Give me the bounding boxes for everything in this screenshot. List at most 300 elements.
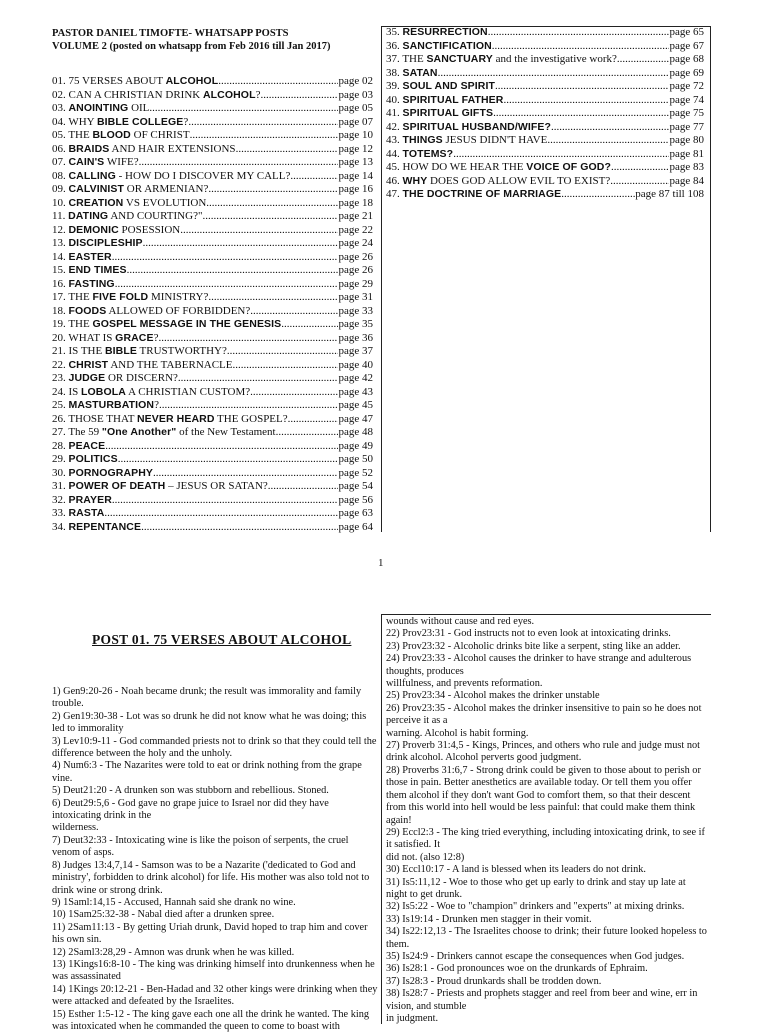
toc-entry-keyword: SANCTIFICATION bbox=[402, 39, 492, 52]
toc-entry-number: 01. bbox=[52, 75, 66, 87]
toc-entry[interactable] bbox=[52, 426, 373, 440]
toc-entry-title bbox=[52, 318, 281, 332]
toc-dot-leader bbox=[178, 372, 339, 386]
verse-paragraph: 32) Is5:22 - Woe to "champion" drinkers and "experts" at mixing drinks. bbox=[386, 901, 685, 913]
toc-entry-title bbox=[386, 175, 610, 189]
toc-entry[interactable] bbox=[52, 467, 373, 481]
toc-entry-suffix: ? bbox=[183, 115, 189, 128]
toc-entry[interactable] bbox=[52, 75, 373, 89]
toc-entry[interactable] bbox=[52, 453, 373, 467]
toc-entry[interactable] bbox=[386, 188, 704, 202]
toc-entry-keyword: "One Another" bbox=[101, 426, 177, 438]
toc-entry[interactable] bbox=[386, 40, 704, 54]
toc-entry-page: page 87 till 108 bbox=[635, 188, 704, 200]
toc-dot-leader bbox=[547, 134, 669, 148]
toc-entry-number: 46. bbox=[386, 174, 400, 187]
toc-entry-title bbox=[52, 224, 180, 238]
toc-entry-keyword: VOICE OF GOD? bbox=[526, 161, 611, 173]
verse-paragraph: 31) Is5:11,12 - Woe to those who get up early to drink and stay up late at night to get drunk. bbox=[386, 876, 686, 900]
toc-entry-page: page 45 bbox=[338, 399, 373, 411]
toc-entry-number: 27. bbox=[52, 426, 66, 438]
toc-entry-title bbox=[386, 40, 492, 54]
toc-entry-title bbox=[386, 148, 453, 162]
toc-right-column bbox=[386, 26, 704, 202]
verse-paragraph: willfulness, and prevents reformation. bbox=[386, 678, 543, 690]
toc-dot-leader bbox=[104, 507, 338, 521]
toc-entry-title bbox=[52, 89, 260, 103]
toc-entry-page: page 52 bbox=[338, 466, 373, 479]
toc-entry-page: page 31 bbox=[338, 291, 373, 303]
toc-entry-suffix: OF CHRIST bbox=[130, 129, 190, 141]
toc-entry[interactable] bbox=[52, 372, 373, 386]
toc-entry-number: 17. bbox=[52, 291, 66, 303]
verse-paragraph: 22) Prov23:31 - God instructs not to even look at intoxicating drinks. bbox=[386, 628, 671, 640]
toc-entry-number: 24. bbox=[52, 385, 66, 398]
toc-entry-page: page 21 bbox=[338, 210, 373, 222]
toc-entry-page: page 14 bbox=[338, 169, 373, 182]
toc-entry-keyword: BIBLE COLLEGE bbox=[96, 115, 184, 128]
toc-entry-keyword: SPIRITUAL GIFTS bbox=[402, 107, 494, 119]
toc-entry-title bbox=[52, 521, 141, 535]
toc-dot-leader bbox=[493, 107, 669, 121]
toc-entry-suffix: AND HAIR EXTENSIONS bbox=[109, 142, 236, 155]
verse-paragraph: 33) Is19:14 - Drunken men stagger in their vomit. bbox=[386, 913, 592, 925]
toc-entry-number: 19. bbox=[52, 318, 66, 330]
toc-entry-suffix: ? bbox=[255, 88, 261, 101]
toc-entry-page: page 18 bbox=[338, 196, 373, 209]
toc-entry-page: page 65 bbox=[669, 26, 704, 38]
toc-entry-keyword: EASTER bbox=[68, 250, 112, 263]
toc-entry[interactable] bbox=[52, 116, 373, 130]
toc-entry[interactable] bbox=[52, 224, 373, 238]
toc-entry-title bbox=[52, 332, 158, 346]
toc-entry-number: 15. bbox=[52, 264, 66, 276]
toc-entry-number: 38. bbox=[386, 66, 400, 79]
toc-entry-keyword: POWER OF DEATH bbox=[68, 480, 166, 492]
toc-entry[interactable] bbox=[52, 386, 373, 400]
toc-dot-leader bbox=[290, 170, 338, 184]
toc-dot-leader bbox=[276, 426, 339, 440]
toc-entry-title bbox=[52, 251, 112, 265]
document-header bbox=[52, 27, 382, 53]
toc-entry[interactable] bbox=[52, 399, 373, 413]
toc-entry-suffix: JESUS DIDN'T HAVE bbox=[442, 134, 548, 146]
toc-entry-number: 47. bbox=[386, 188, 400, 200]
toc-entry-suffix: - HOW DO I DISCOVER MY CALL? bbox=[115, 169, 291, 182]
toc-dot-leader bbox=[250, 305, 338, 319]
toc-entry[interactable] bbox=[386, 107, 704, 121]
toc-entry[interactable] bbox=[386, 80, 704, 94]
toc-entry-suffix: A CHRISTIAN CUSTOM? bbox=[125, 385, 251, 398]
toc-dot-leader bbox=[503, 94, 669, 108]
toc-entry-page: page 72 bbox=[669, 80, 704, 92]
toc-entry-page: page 77 bbox=[669, 120, 704, 133]
toc-entry-title bbox=[52, 480, 268, 494]
toc-entry-keyword: ALCOHOL bbox=[165, 75, 219, 87]
toc-entry-suffix: VS EVOLUTION bbox=[123, 196, 207, 209]
toc-entry-number: 23. bbox=[52, 372, 66, 384]
toc-entry-prefix: The 59 bbox=[68, 426, 102, 438]
toc-entry-title bbox=[52, 359, 233, 373]
verse-paragraph: 5) Deut21:20 - A drunken son was stubborn and rebellious. Stoned. bbox=[52, 785, 329, 797]
toc-entry-page: page 83 bbox=[669, 161, 704, 173]
toc-dot-leader bbox=[143, 237, 339, 251]
toc-entry-prefix: THE bbox=[68, 291, 93, 303]
toc-entry-page: page 80 bbox=[669, 134, 704, 146]
toc-dot-leader bbox=[139, 156, 339, 170]
toc-entry-title bbox=[52, 467, 153, 481]
toc-entry-title bbox=[52, 170, 290, 184]
toc-dot-leader bbox=[159, 399, 339, 413]
toc-entry-title bbox=[52, 143, 236, 157]
body-top-border bbox=[381, 614, 711, 615]
body-right-column bbox=[386, 616, 708, 1025]
toc-dot-leader bbox=[180, 224, 338, 238]
toc-entry-title bbox=[52, 278, 115, 292]
verse-paragraph: warning. Alcohol is habit forming. bbox=[386, 727, 529, 739]
toc-entry-keyword: FOODS bbox=[68, 304, 107, 317]
toc-entry[interactable] bbox=[52, 237, 373, 251]
verse-paragraph: in judgment. bbox=[386, 1013, 439, 1024]
toc-entry[interactable] bbox=[52, 521, 373, 535]
toc-right-border bbox=[710, 26, 711, 532]
toc-entry-title bbox=[52, 386, 250, 400]
toc-entry[interactable] bbox=[52, 143, 373, 157]
toc-entry-prefix: THE bbox=[68, 129, 93, 141]
toc-left-column bbox=[52, 75, 373, 534]
toc-dot-leader bbox=[218, 75, 338, 89]
toc-entry-page: page 37 bbox=[338, 345, 373, 357]
toc-entry-keyword: PORNOGRAPHY bbox=[68, 466, 154, 479]
toc-entry-title bbox=[52, 440, 105, 454]
toc-entry[interactable] bbox=[386, 121, 704, 135]
toc-entry[interactable] bbox=[52, 332, 373, 346]
toc-entry-number: 26. bbox=[52, 412, 66, 425]
toc-entry-keyword: ANOINTING bbox=[68, 102, 129, 114]
toc-entry-page: page 29 bbox=[338, 277, 373, 290]
verse-paragraph: 15) Esther 1:5-12 - The king gave each one all the drink he wanted. The king was intoxicated when he commanded the queen to come to boast with bbox=[52, 1008, 370, 1032]
verse-paragraph: wilderness. bbox=[52, 822, 99, 834]
toc-entry-number: 34. bbox=[52, 520, 66, 533]
toc-dot-leader bbox=[188, 116, 338, 130]
verse-paragraph: 11) 2Sam11:13 - By getting Uriah drunk, David hoped to trap him and cover his own sin. bbox=[52, 921, 368, 946]
toc-entry-keyword: REPENTANCE bbox=[68, 520, 142, 533]
toc-entry-title bbox=[386, 107, 493, 121]
toc-entry-keyword: THE DOCTRINE OF MARRIAGE bbox=[402, 188, 562, 200]
toc-dot-leader bbox=[190, 129, 339, 143]
toc-entry-keyword: NEVER HEARD bbox=[136, 412, 215, 425]
toc-entry-title bbox=[52, 291, 208, 305]
toc-entry-suffix: AND COURTING?" bbox=[108, 210, 203, 222]
toc-dot-leader bbox=[208, 183, 338, 197]
toc-entry[interactable] bbox=[386, 175, 704, 189]
toc-entry-number: 07. bbox=[52, 156, 66, 168]
toc-entry[interactable] bbox=[52, 318, 373, 332]
verse-paragraph: 9) 1Saml:14,15 - Accused, Hannah said she drank no wine. bbox=[52, 896, 296, 908]
toc-entry-title bbox=[52, 413, 288, 427]
toc-entry[interactable] bbox=[52, 156, 373, 170]
toc-entry-page: page 47 bbox=[338, 412, 373, 425]
toc-entry-number: 03. bbox=[52, 102, 66, 114]
toc-entry-page: page 35 bbox=[338, 318, 373, 330]
toc-entry-number: 42. bbox=[386, 120, 400, 133]
toc-dot-leader bbox=[611, 161, 670, 175]
toc-entry-page: page 63 bbox=[338, 507, 373, 519]
toc-entry[interactable] bbox=[52, 440, 373, 454]
toc-entry-keyword: CAIN'S bbox=[68, 156, 105, 168]
toc-dot-leader bbox=[561, 188, 635, 202]
toc-entry[interactable] bbox=[52, 359, 373, 373]
verse-paragraph: 29) Eccl2:3 - The king tried everything, including intoxicating drink, to see if it satisfied. It bbox=[386, 826, 705, 851]
toc-dot-leader bbox=[105, 440, 338, 454]
toc-dot-leader bbox=[115, 278, 339, 292]
toc-entry-keyword: CHRIST bbox=[68, 358, 109, 371]
toc-entry-suffix: – JESUS OR SATAN? bbox=[165, 480, 268, 492]
toc-entry[interactable] bbox=[52, 291, 373, 305]
toc-entry-page: page 02 bbox=[338, 75, 373, 87]
toc-entry-keyword: TOTEMS? bbox=[402, 147, 454, 160]
toc-entry[interactable] bbox=[52, 494, 373, 508]
toc-entry[interactable] bbox=[52, 251, 373, 265]
toc-entry-page: page 36 bbox=[338, 331, 373, 344]
toc-entry[interactable] bbox=[52, 278, 373, 292]
toc-entry-title bbox=[52, 305, 250, 319]
toc-entry-keyword: BRAIDS bbox=[68, 142, 110, 155]
toc-entry-suffix: ALLOWED OF FORBIDDEN? bbox=[106, 304, 251, 317]
verse-paragraph: 4) Num6:3 - The Nazarites were told to eat or drink nothing from the grape vine. bbox=[52, 760, 362, 784]
toc-entry-page: page 54 bbox=[338, 480, 373, 492]
toc-entry-suffix: ? bbox=[153, 331, 159, 344]
toc-entry-title bbox=[386, 134, 547, 148]
toc-entry-number: 40. bbox=[386, 93, 400, 106]
toc-entry[interactable] bbox=[386, 53, 704, 67]
toc-entry-page: page 03 bbox=[338, 88, 373, 101]
toc-entry-keyword: SATAN bbox=[402, 66, 438, 79]
toc-entry-page: page 43 bbox=[338, 385, 373, 398]
toc-entry-keyword: BLOOD bbox=[92, 129, 131, 141]
toc-entry[interactable] bbox=[386, 67, 704, 81]
toc-entry-keyword: PRAYER bbox=[68, 493, 112, 506]
toc-entry[interactable] bbox=[52, 480, 373, 494]
toc-entry-number: 13. bbox=[52, 237, 66, 249]
toc-entry-number: 43. bbox=[386, 134, 400, 146]
toc-entry-title bbox=[52, 507, 104, 521]
header-title: PASTOR DANIEL TIMOFTE- WHATSAPP POSTS bbox=[52, 28, 289, 39]
toc-entry-number: 14. bbox=[52, 250, 66, 263]
toc-dot-leader bbox=[233, 359, 339, 373]
toc-entry[interactable] bbox=[386, 26, 704, 40]
toc-entry[interactable] bbox=[52, 264, 373, 278]
toc-entry-title bbox=[386, 26, 488, 40]
toc-entry-keyword: GRACE bbox=[115, 331, 154, 344]
toc-entry-prefix: HOW DO WE HEAR THE bbox=[402, 161, 527, 173]
toc-entry-page: page 64 bbox=[338, 520, 373, 533]
toc-entry-page: page 74 bbox=[669, 93, 704, 106]
toc-entry-page: page 67 bbox=[669, 39, 704, 52]
toc-entry-number: 39. bbox=[386, 80, 400, 92]
toc-entry-title bbox=[386, 53, 617, 67]
toc-dot-leader bbox=[438, 67, 670, 81]
toc-entry-suffix: OIL bbox=[128, 102, 150, 114]
toc-dot-leader bbox=[118, 453, 339, 467]
toc-entry-page: page 26 bbox=[338, 250, 373, 263]
toc-entry[interactable] bbox=[52, 305, 373, 319]
body-left-column bbox=[52, 686, 378, 1033]
toc-entry-keyword: SPIRITUAL HUSBAND/WIFE? bbox=[402, 120, 552, 133]
verse-paragraph: 3) Lev10:9-11 - God commanded priests not to drink so that they could tell the difference between the holy and the unholy. bbox=[52, 735, 377, 760]
page-number: 1 bbox=[378, 557, 384, 569]
toc-dot-leader bbox=[288, 413, 339, 427]
toc-entry-number: 02. bbox=[52, 88, 66, 101]
toc-entry-keyword: SPIRITUAL FATHER bbox=[402, 93, 504, 106]
toc-dot-leader bbox=[112, 251, 339, 265]
toc-entry[interactable] bbox=[386, 148, 704, 162]
verse-paragraph: 23) Prov23:32 - Alcoholic drinks bite like a serpent, sting like an adder. bbox=[386, 640, 681, 652]
toc-entry-title bbox=[52, 453, 118, 467]
toc-entry-prefix: 75 VERSES ABOUT bbox=[68, 75, 166, 87]
toc-entry-number: 36. bbox=[386, 39, 400, 52]
toc-entry-suffix: TRUSTWORTHY? bbox=[136, 345, 227, 357]
toc-entry[interactable] bbox=[52, 413, 373, 427]
toc-entry-page: page 10 bbox=[338, 129, 373, 141]
toc-dot-leader bbox=[158, 332, 338, 346]
toc-entry-number: 12. bbox=[52, 223, 66, 236]
toc-entry[interactable] bbox=[386, 94, 704, 108]
toc-entry-keyword: END TIMES bbox=[68, 264, 127, 276]
toc-entry-keyword: CALVINIST bbox=[68, 183, 125, 195]
toc-entry-number: 21. bbox=[52, 345, 66, 357]
verse-paragraph: 13) 1Kings16:8-10 - The king was drinking himself into drunkenness when he was assassinated bbox=[52, 958, 375, 983]
toc-entry[interactable] bbox=[52, 102, 373, 116]
toc-dot-leader bbox=[250, 386, 338, 400]
toc-entry-page: page 69 bbox=[669, 66, 704, 79]
toc-entry-title bbox=[52, 345, 227, 359]
toc-dot-leader bbox=[488, 26, 670, 40]
toc-entry-title bbox=[386, 80, 495, 94]
toc-dot-leader bbox=[610, 175, 669, 189]
toc-entry-keyword: SOUL AND SPIRIT bbox=[402, 80, 496, 92]
toc-entry-keyword: RESURRECTION bbox=[402, 26, 488, 38]
verse-paragraph: 12) 2Saml3:28,29 - Amnon was drunk when he was killed. bbox=[52, 946, 295, 958]
toc-entry-title bbox=[52, 426, 276, 440]
toc-dot-leader bbox=[281, 318, 338, 332]
toc-entry-number: 37. bbox=[386, 53, 400, 65]
toc-entry-number: 28. bbox=[52, 439, 66, 452]
toc-entry-keyword: FASTING bbox=[68, 277, 115, 290]
verse-paragraph: 36) Is28:1 - God pronounces woe on the drunkards of Ephraim. bbox=[386, 963, 648, 975]
toc-dot-leader bbox=[141, 521, 338, 535]
toc-entry-page: page 13 bbox=[338, 156, 373, 168]
toc-entry-number: 44. bbox=[386, 147, 400, 160]
toc-entry-keyword: BIBLE bbox=[104, 345, 137, 357]
toc-entry-title bbox=[52, 156, 139, 170]
verse-paragraph: 35) Is24:9 - Drinkers cannot escape the consequences when God judges. bbox=[386, 950, 685, 962]
toc-entry-page: page 48 bbox=[338, 426, 373, 438]
toc-entry[interactable] bbox=[52, 183, 373, 197]
toc-entry-title bbox=[52, 75, 218, 89]
verse-paragraph: 30) Eccl10:17 - A land is blessed when its leaders do not drink. bbox=[386, 864, 646, 876]
toc-entry-title bbox=[52, 210, 202, 224]
toc-entry-prefix: WHY bbox=[68, 115, 97, 128]
toc-entry[interactable] bbox=[52, 345, 373, 359]
toc-entry-number: 05. bbox=[52, 129, 66, 141]
toc-entry[interactable] bbox=[52, 197, 373, 211]
toc-entry-page: page 84 bbox=[669, 174, 704, 187]
toc-entry-prefix: THOSE THAT bbox=[68, 412, 137, 425]
toc-entry-title bbox=[52, 129, 190, 143]
toc-entry-suffix: of the New Testament bbox=[176, 426, 276, 438]
toc-entry-title bbox=[52, 399, 159, 413]
toc-entry-title bbox=[52, 183, 208, 197]
toc-entry-number: 32. bbox=[52, 493, 66, 506]
toc-entry-keyword: ALCOHOL bbox=[202, 88, 256, 101]
toc-entry[interactable] bbox=[52, 129, 373, 143]
toc-entry[interactable] bbox=[386, 134, 704, 148]
toc-entry-keyword: SANCTUARY bbox=[426, 53, 493, 65]
toc-dot-leader bbox=[617, 53, 670, 67]
toc-entry-prefix: CAN A CHRISTIAN DRINK bbox=[68, 88, 203, 101]
verse-paragraph: 25) Prov23:34 - Alcohol makes the drinker unstable bbox=[386, 690, 600, 702]
toc-entry-prefix: IS THE bbox=[68, 345, 105, 357]
toc-entry[interactable] bbox=[52, 170, 373, 184]
post-title: POST 01. 75 VERSES ABOUT ALCOHOL bbox=[92, 632, 352, 647]
toc-entry-suffix: POSESSION bbox=[118, 223, 181, 236]
toc-dot-leader bbox=[202, 210, 338, 224]
toc-entry-keyword: DISCIPLESHIP bbox=[68, 237, 143, 249]
verse-paragraph: 37) Is28:3 - Proud drunkards shall be trodden down. bbox=[386, 975, 602, 987]
toc-entry-suffix: ? bbox=[154, 399, 159, 411]
toc-entry[interactable] bbox=[52, 210, 373, 224]
toc-entry[interactable] bbox=[386, 161, 704, 175]
toc-entry-keyword: PEACE bbox=[68, 439, 106, 452]
toc-dot-leader bbox=[112, 494, 339, 508]
toc-entry-number: 35. bbox=[386, 26, 400, 38]
toc-entry-keyword: DATING bbox=[68, 210, 109, 222]
toc-entry-page: page 68 bbox=[669, 53, 704, 65]
toc-entry-title bbox=[52, 197, 206, 211]
toc-entry-page: page 26 bbox=[338, 264, 373, 276]
toc-entry-prefix: IS bbox=[68, 385, 82, 398]
toc-entry[interactable] bbox=[52, 507, 373, 521]
toc-entry-number: 06. bbox=[52, 142, 66, 155]
toc-entry-number: 29. bbox=[52, 453, 66, 465]
toc-entry-title bbox=[386, 188, 561, 202]
toc-entry-keyword: CREATION bbox=[68, 196, 124, 209]
toc-entry-number: 08. bbox=[52, 169, 66, 182]
toc-dot-leader bbox=[551, 121, 669, 135]
toc-entry-suffix: and the investigative work? bbox=[492, 53, 617, 65]
verse-paragraph: 14) 1Kings 20:12-21 - Ben-Hadad and 32 other kings were drinking when they were attacked and defeated by the Israelites. bbox=[52, 983, 378, 1008]
toc-entry-keyword: POLITICS bbox=[68, 453, 118, 465]
toc-dot-leader bbox=[236, 143, 339, 157]
toc-entry[interactable] bbox=[52, 89, 373, 103]
toc-entry-page: page 12 bbox=[338, 142, 373, 155]
toc-entry-number: 31. bbox=[52, 480, 66, 492]
toc-entry-page: page 24 bbox=[338, 237, 373, 249]
toc-entry-page: page 42 bbox=[338, 372, 373, 384]
toc-left-border bbox=[381, 26, 382, 532]
verse-paragraph: 8) Judges 13:4,7,14 - Samson was to be a Nazarite ('dedicated to God and ministry', forbidden to drink alcohol) for life. His mother was also told not to drink wine or strong drink. bbox=[52, 859, 370, 896]
toc-entry-page: page 40 bbox=[338, 358, 373, 371]
toc-entry-number: 22. bbox=[52, 358, 66, 371]
toc-entry-suffix: WIFE? bbox=[104, 156, 139, 168]
toc-entry-page: page 33 bbox=[338, 304, 373, 317]
toc-entry-page: page 07 bbox=[338, 115, 373, 128]
toc-entry-page: page 05 bbox=[338, 102, 373, 114]
toc-dot-leader bbox=[495, 80, 669, 94]
toc-entry-keyword: MASTURBATION bbox=[68, 399, 155, 411]
toc-entry-suffix: OR DISCERN? bbox=[105, 372, 178, 384]
